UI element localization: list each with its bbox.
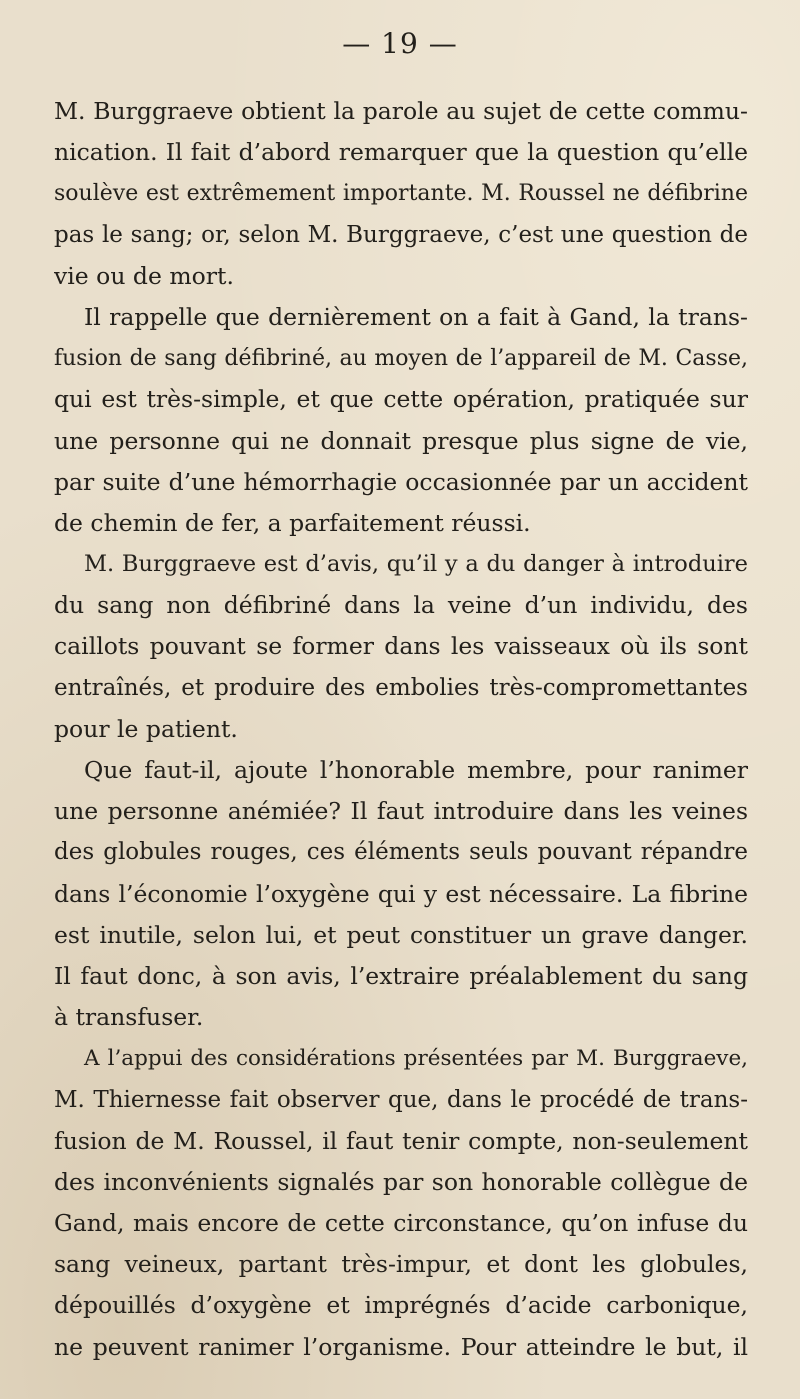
text-line: ne peuvent ranimer l’organisme. Pour atteindre le but, il: [54, 1332, 748, 1361]
text-line: Gand, mais encore de cette circonstance, qu’on infuse du: [54, 1209, 748, 1238]
text-line: dépouillés d’oxygène et imprégnés d’acide carbonique,: [54, 1291, 748, 1320]
text-line: du sang non défibriné dans la veine d’un individu, des: [54, 591, 748, 620]
text-line: par suite d’une hémorrhagie occasionnée par un accident: [54, 467, 748, 496]
text-line: sang veineux, partant très-impur, et dont les globules,: [54, 1250, 748, 1279]
text-line: A l’appui des considérations présentées par M. Burggraeve,: [84, 1046, 748, 1072]
text-line: nication. Il fait d’abord remarquer que la question qu’elle: [54, 138, 748, 167]
text-line: des inconvénients signalés par son honorable collègue de: [54, 1167, 748, 1196]
page-number: — 19 —: [342, 27, 458, 60]
text-line: de chemin de fer, a parfaitement réussi.: [54, 508, 531, 537]
text-line: pour le patient.: [54, 714, 238, 743]
text-line: fusion de M. Roussel, il faut tenir compte, non-seulement: [54, 1126, 748, 1155]
text-line: caillots pouvant se former dans les vaisseaux où ils sont: [54, 632, 748, 661]
text-line: des globules rouges, ces éléments seuls pouvant répandre: [54, 839, 748, 866]
text-line: une personne anémiée? Il faut introduire dans les veines: [54, 797, 748, 826]
text-line: à transfuser.: [54, 1003, 204, 1032]
text-line: M. Burggraeve obtient la parole au sujet de cette commu-: [54, 97, 748, 125]
text-line: M. Thiernesse fait observer que, dans le procédé de trans-: [54, 1086, 748, 1113]
text-line: M. Burggraeve est d’avis, qu’il y a du danger à introduire: [84, 551, 748, 578]
text-line: une personne qui ne donnait presque plus signe de vie,: [54, 426, 748, 455]
text-line: dans l’économie l’oxygène qui y est nécessaire. La fibrine: [54, 879, 748, 908]
text-line: vie ou de mort.: [54, 261, 234, 290]
text-line: Que faut-il, ajoute l’honorable membre, pour ranimer: [84, 756, 748, 784]
text-line: Il faut donc, à son avis, l’extraire préalablement du sang: [54, 961, 748, 990]
text-line: soulève est extrêmement importante. M. Roussel ne défibrine: [54, 181, 748, 207]
text-line: Il rappelle que dernièrement on a fait à Gand, la trans-: [84, 302, 748, 331]
text-line: fusion de sang défibriné, au moyen de l’appareil de M. Casse,: [54, 346, 748, 372]
text-line: entraînés, et produire des embolies très-compromettantes: [54, 674, 748, 701]
text-line: pas le sang; or, selon M. Burggraeve, c’est une question de: [54, 221, 748, 248]
text-line: qui est très-simple, et que cette opération, pratiquée sur: [54, 385, 748, 414]
text-line: est inutile, selon lui, et peut constituer un grave danger.: [54, 920, 748, 949]
body-text: [54, 91, 748, 1368]
